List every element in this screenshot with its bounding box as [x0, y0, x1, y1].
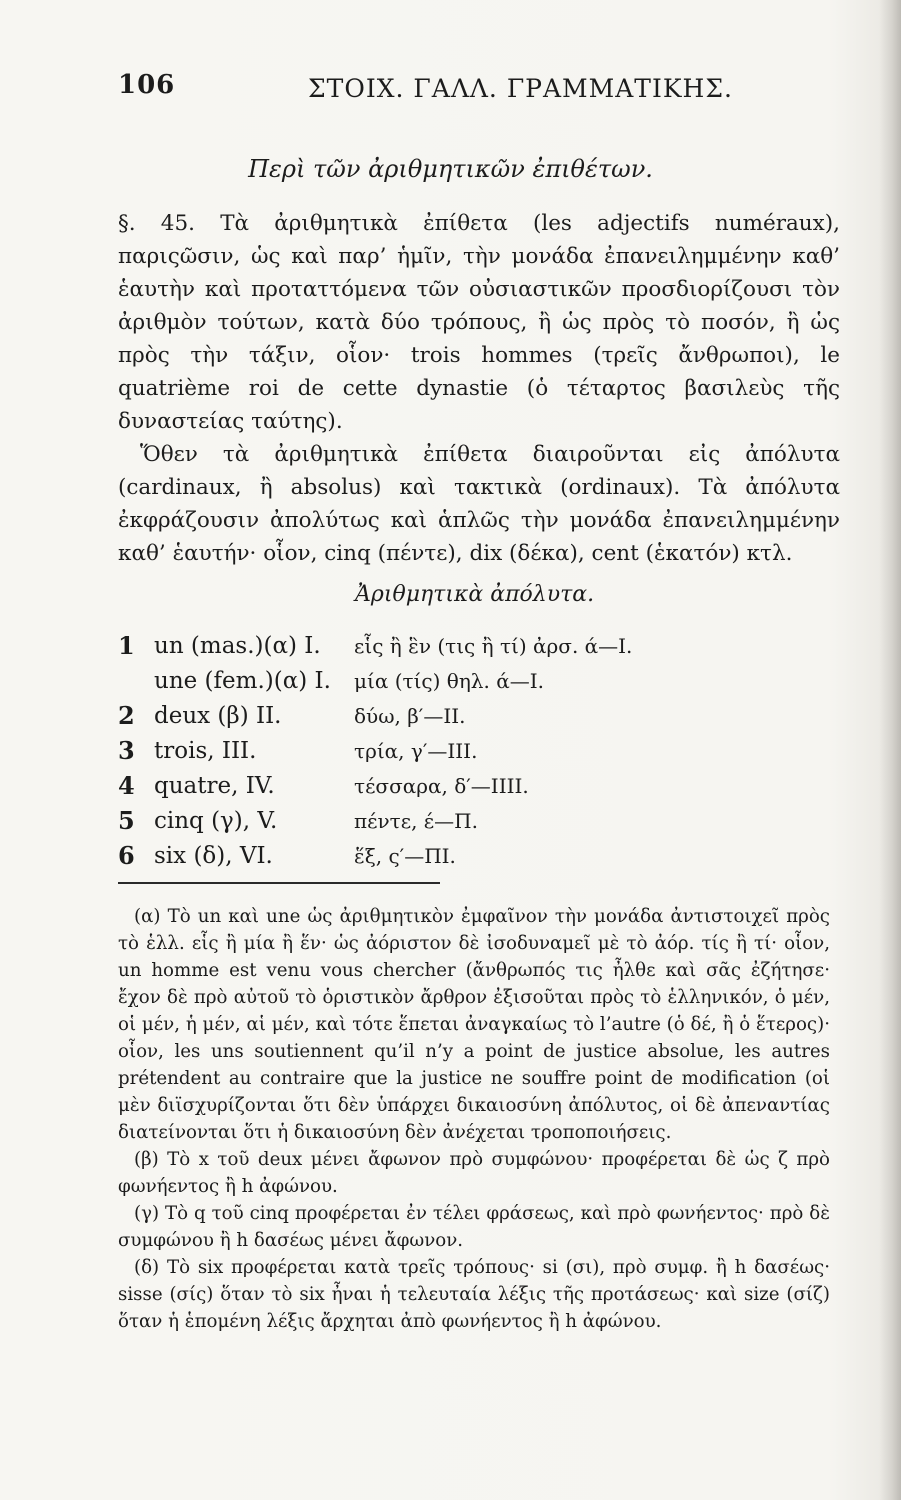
french-numeral: quatre, IV.	[154, 772, 275, 799]
section-title: Περὶ τῶν ἀριθμητικῶν ἐπιθέτων.	[248, 155, 653, 183]
table-row	[118, 663, 818, 698]
numeral-digit: 1	[118, 631, 135, 660]
numeral-digit: 3	[118, 736, 135, 765]
table-title: Ἀριθμητικὰ ἀπόλυτα.	[355, 582, 595, 607]
french-numeral: six (δ), VI.	[154, 842, 273, 869]
table-row	[118, 768, 818, 803]
body-text	[118, 207, 840, 570]
numeral-digit: 2	[118, 701, 135, 730]
numeral-digit: 5	[118, 806, 135, 835]
greek-numeral: ἕξ, ς′—ΠΙ.	[354, 843, 456, 868]
table-row	[118, 733, 818, 768]
paragraph-cardinals-ordinals: Ὅθεν τὰ ἀριθμητικὰ ἐπίθετα διαιροῦνται εἰς ἀπόλυτα (cardinaux, ἢ absolus) καὶ τακτικὰ (ordinaux). Τὰ ἀπόλυτα ἐκφράζουσιν ἀπολύτως καὶ ἁπλῶς τὴν μονάδα ἐπανειλημμένην καθ’ ἑαυτήν· οἷον, cinq (πέντε), dix (δέκα), cent (ἑκατόν) κτλ.	[118, 442, 840, 566]
french-numeral: trois, III.	[154, 737, 257, 764]
numeral-digit	[118, 663, 154, 698]
table-row	[118, 803, 818, 838]
paragraph-45: §. 45. Τὰ ἀριθμητικὰ ἐπίθετα (les adjectifs numéraux), παριςῶσιν, ὡς καὶ παρ’ ἡμῖν, τὴν μονάδα ἐπανειλημμένην καθ’ ἑαυτὴν καὶ προταττόμενα τῶν οὐσιαστικῶν προσδιορίζουσι τὸν ἀριθμὸν τούτων, κατὰ δύο τρόπους, ἢ ὡς πρὸς τὸ ποσόν, ἢ ὡς πρὸς τὴν τάξιν, οἷον· trois hommes (τρεῖς ἄνθρωποι), le quatrième roi de cette dynastie (ὁ τέταρτος βασιλεὺς τῆς δυναστείας ταύτης).	[118, 211, 840, 434]
numeral-digit: 4	[118, 771, 135, 800]
footnote-divider	[118, 882, 440, 884]
greek-numeral: τέσσαρα, δ′—IIII.	[354, 773, 529, 798]
page-number: 106	[118, 70, 176, 100]
numeral-digit: 6	[118, 841, 135, 870]
table-row	[118, 838, 818, 873]
greek-numeral: πέντε, έ—Π.	[354, 808, 478, 833]
numerals-table	[118, 628, 818, 873]
footnote-alpha: (α) Τὸ un καὶ une ὡς ἀριθμητικὸν ἐμφαῖνον τὴν μονάδα ἀντιστοιχεῖ πρὸς τὸ ἑλλ. εἷς ἢ μία ἢ ἕν· ὡς ἀόριστον δὲ ἰσοδυναμεῖ μὲ τὸ ἀόρ. τίς ἢ τί· οἷον, un homme est venu vous chercher (ἄνθρωπός τις ἦλθε καὶ σᾶς ἐζήτησε· ἔχον δὲ πρὸ αὐτοῦ τὸ ὁριστικὸν ἄρθρον ἐξισοῦται πρὸς τὸ ἑλληνικόν, ὁ μέν, οἱ μέν, ἡ μέν, αἱ μέν, καὶ τότε ἕπεται ἀναγκαίως τὸ l’autre (ὁ δέ, ἢ ὁ ἕτερος)· οἷον, les uns soutiennent qu’il n’y a point de justice absolue, les autres prétendent au contraire que la justice ne souffre point de modification (οἱ μὲν διϊσχυρίζονται ὅτι δὲν ὑπάρχει δικαιοσύνη ἀπόλυτος, οἱ δὲ ἀπεναντίας διατείνονται ὅτι ἡ δικαιοσύνη δὲν ἀνέχεται τροποποιήσεις.	[118, 906, 830, 1143]
page-spine-shadow	[879, 0, 901, 1500]
french-numeral: un (mas.)(α) I.	[154, 632, 321, 659]
footnote-delta: (δ) Τὸ six προφέρεται κατὰ τρεῖς τρόπους· si (σι), πρὸ συμφ. ἢ h δασέως· sisse (σίς) ὅταν τὸ six ἦναι ἡ τελευταία λέξις τῆς προτάσεως· καὶ size (σίζ) ὅταν ἡ ἑπομένη λέξις ἄρχηται ἀπὸ φωνήεντος ἢ h ἀφώνου.	[118, 1257, 830, 1332]
table-row	[118, 628, 818, 663]
greek-numeral: μία (τίς) θηλ. ά—I.	[354, 668, 544, 693]
greek-numeral: τρία, γ′—III.	[354, 738, 478, 763]
greek-numeral: εἷς ἢ ἓν (τις ἢ τί) ἀρσ. ά—I.	[354, 633, 633, 658]
french-numeral: une (fem.)(α) I.	[154, 667, 331, 694]
footnote-gamma: (γ) Τὸ q τοῦ cinq προφέρεται ἐν τέλει φράσεως, καὶ πρὸ φωνήεντος· πρὸ δὲ συμφώνου ἢ h δασέως μένει ἄφωνον.	[118, 1203, 830, 1251]
footnotes	[118, 903, 830, 1335]
french-numeral: cinq (γ), V.	[154, 807, 278, 834]
french-numeral: deux (β) II.	[154, 702, 282, 729]
table-row	[118, 698, 818, 733]
page-header	[118, 70, 830, 110]
greek-numeral: δύω, β′—II.	[354, 703, 466, 728]
footnote-beta: (β) Τὸ x τοῦ deux μένει ἄφωνον πρὸ συμφώνου· προφέρεται δὲ ὡς ζ πρὸ φωνήεντος ἢ h ἀφώνου.	[118, 1149, 830, 1197]
running-head: ΣΤΟΙΧ. ΓΑΛΛ. ΓΡΑΜΜΑΤΙΚΗΣ.	[308, 74, 733, 103]
